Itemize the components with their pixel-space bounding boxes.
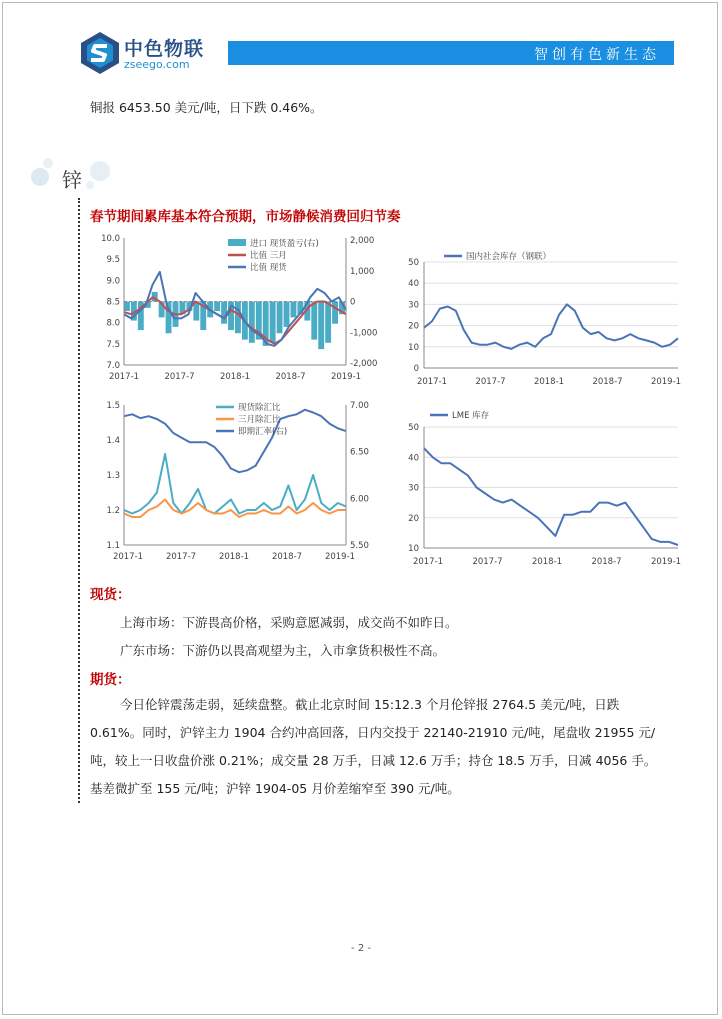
chart-ratio-import-pnl: [90, 228, 390, 388]
chart1-right-ytick: -1,000: [350, 328, 378, 339]
futures-label: 期货：: [90, 672, 131, 688]
chart-1-svg: [90, 228, 390, 388]
chart1-left-ytick: 7.0: [106, 361, 120, 371]
chart1-left-ytick: 8.5: [106, 297, 120, 308]
chart1-left-ytick: 7.5: [106, 339, 120, 350]
chart2-ytick: 30: [408, 300, 419, 311]
chart3-left-ytick: 1.4: [106, 436, 120, 446]
import-pnl-bar: [270, 302, 276, 343]
chart4-ytick: 40: [408, 453, 419, 464]
lme-inventory-line: [424, 448, 678, 545]
chart3-spot-legend-label: 现货除汇比: [238, 403, 281, 413]
chart3-xtick: 2017-7: [165, 552, 197, 562]
chart3-left-ytick: 1.1: [106, 541, 120, 551]
chart-lme-inventory: [400, 393, 685, 565]
chart1-xtick: 2019-1: [330, 372, 362, 382]
import-pnl-bar: [221, 302, 227, 324]
header-bar: [228, 41, 674, 65]
import-pnl-bar: [284, 302, 290, 327]
chart1-right-ytick: -2,000: [350, 359, 378, 369]
futures-line-1: 今日伦锌震荡走弱，延续盘整。截止北京时间 15:12.3 个月伦锌报 2764.5 美元/吨，日跌: [120, 697, 620, 712]
import-pnl-bar: [318, 302, 324, 350]
chart3-right-ytick: 5.50: [350, 541, 369, 551]
chart-4-svg: [400, 393, 685, 565]
chart2-xtick: 2018-1: [533, 377, 565, 387]
chart4-xtick: 2019-1: [650, 557, 682, 565]
chart3-fx-legend-label: 即期汇率(右): [238, 427, 288, 437]
chart1-xtick: 2017-7: [164, 372, 195, 382]
chart4-ytick: 30: [408, 483, 419, 494]
section-rule: [78, 198, 80, 803]
chart4-xtick: 2018-1: [531, 557, 563, 565]
import-pnl-bar: [325, 302, 331, 343]
spot-shanghai: 上海市场：下游畏高价格，采购意愿减弱，成交尚不如昨日。: [120, 615, 458, 630]
spot-label: 现货：: [90, 587, 131, 603]
chart1-right-ytick: 2,000: [350, 236, 375, 246]
chart4-legend-label: LME 库存: [452, 411, 490, 421]
chart2-xtick: 2018-7: [592, 377, 623, 387]
chart4-ytick: 20: [408, 513, 419, 524]
chart1-left-ytick: 8.0: [106, 318, 120, 329]
domestic-inventory-line: [424, 304, 678, 349]
chart3-3m-legend-label: 三月除汇比: [238, 415, 281, 425]
chart2-xtick: 2017-7: [475, 377, 506, 387]
logo-name: 中色物联: [124, 38, 205, 60]
chart2-legend-label: 国内社会库存（钢联）: [466, 252, 552, 262]
chart3-xtick: 2017-1: [112, 552, 144, 562]
chart3-right-ytick: 6.50: [350, 447, 369, 458]
chart4-ytick: 50: [408, 423, 419, 433]
logo: [78, 30, 228, 78]
chart3-left-ytick: 1.3: [106, 471, 120, 481]
intro-line: 铜报 6453.50 美元/吨，日下跌 0.46%。: [90, 100, 323, 115]
chart1-right-ytick: 1,000: [350, 266, 375, 277]
chart3-right-ytick: 6.00: [350, 494, 369, 505]
import-pnl-bar: [249, 302, 255, 343]
chart1-xtick: 2018-1: [219, 372, 251, 382]
import-pnl-bar: [277, 302, 283, 334]
chart-domestic-inventory: [400, 228, 685, 388]
chart1-xtick: 2017-1: [108, 372, 140, 382]
chart4-xtick: 2017-1: [412, 557, 444, 565]
futures-line-2: 0.61%。同时，沪锌主力 1904 合约冲高回落，日内交投于 22140-21910 元/吨，尾盘收 21955 元/: [90, 725, 656, 740]
fx-rate-line: [124, 410, 346, 473]
chart4-xtick: 2017-7: [472, 557, 503, 565]
chart1-left-ytick: 9.0: [106, 276, 120, 287]
import-pnl-bar: [332, 302, 338, 324]
spot-guangdong: 广东市场：下游仍以畏高观望为主，入市拿货积极性不高。: [120, 643, 446, 658]
chart1-3m-legend-label: 比值 三月: [250, 251, 287, 261]
chart3-xtick: 2018-1: [218, 552, 250, 562]
chart2-ytick: 0: [413, 364, 419, 374]
chart2-xtick: 2019-1: [650, 377, 682, 387]
chart1-left-ytick: 10.0: [101, 234, 120, 244]
logo-url: zseego.com: [124, 58, 190, 71]
chart-exchange-ratio: [90, 393, 390, 565]
chart1-pnl-legend-label: 进口 现货盈亏(右): [250, 239, 319, 249]
futures-line-4: 基差微扩至 155 元/吨；沪锌 1904-05 月价差缩窄至 390 元/吨。: [90, 781, 460, 796]
import-pnl-bar: [311, 302, 317, 340]
chart1-left-ytick: 9.5: [106, 255, 120, 266]
chart1-xtick: 2018-7: [275, 372, 306, 382]
chart3-left-ytick: 1.5: [106, 401, 120, 411]
section-headline: 春节期间累库基本符合预期，市场静候消费回归节奏: [90, 209, 401, 225]
chart1-pnl-legend-swatch: [228, 239, 246, 246]
chart3-right-ytick: 7.00: [350, 401, 369, 411]
chart4-xtick: 2018-7: [591, 557, 622, 565]
chart4-ytick: 10: [408, 544, 419, 554]
chart3-xtick: 2018-7: [271, 552, 303, 562]
import-pnl-bar: [214, 302, 220, 312]
chart3-xtick: 2019-1: [324, 552, 356, 562]
chart1-spot-legend-label: 比值 现货: [250, 263, 287, 273]
futures-line-3: 吨，较上一日收盘价涨 0.21%；成交量 28 万手，日减 12.6 万手；持仓 18.5 万手，日减 4056 手。: [90, 753, 657, 768]
chart2-ytick: 10: [408, 342, 419, 353]
import-pnl-bar: [291, 302, 297, 318]
section-title: 锌: [62, 168, 82, 192]
chart-2-svg: [400, 228, 685, 388]
slogan: 智创有色新生态: [534, 47, 660, 63]
chart-3-svg: [90, 393, 390, 565]
chart2-ytick: 50: [408, 258, 419, 268]
chart3-left-ytick: 1.2: [106, 506, 120, 516]
chart2-ytick: 20: [408, 321, 419, 332]
chart1-right-ytick: 0: [350, 297, 356, 308]
logo-icon: [78, 30, 122, 76]
chart2-xtick: 2017-1: [416, 377, 448, 387]
import-pnl-bar: [124, 302, 130, 312]
chart2-ytick: 40: [408, 279, 419, 290]
page-number: - 2 -: [351, 943, 371, 954]
